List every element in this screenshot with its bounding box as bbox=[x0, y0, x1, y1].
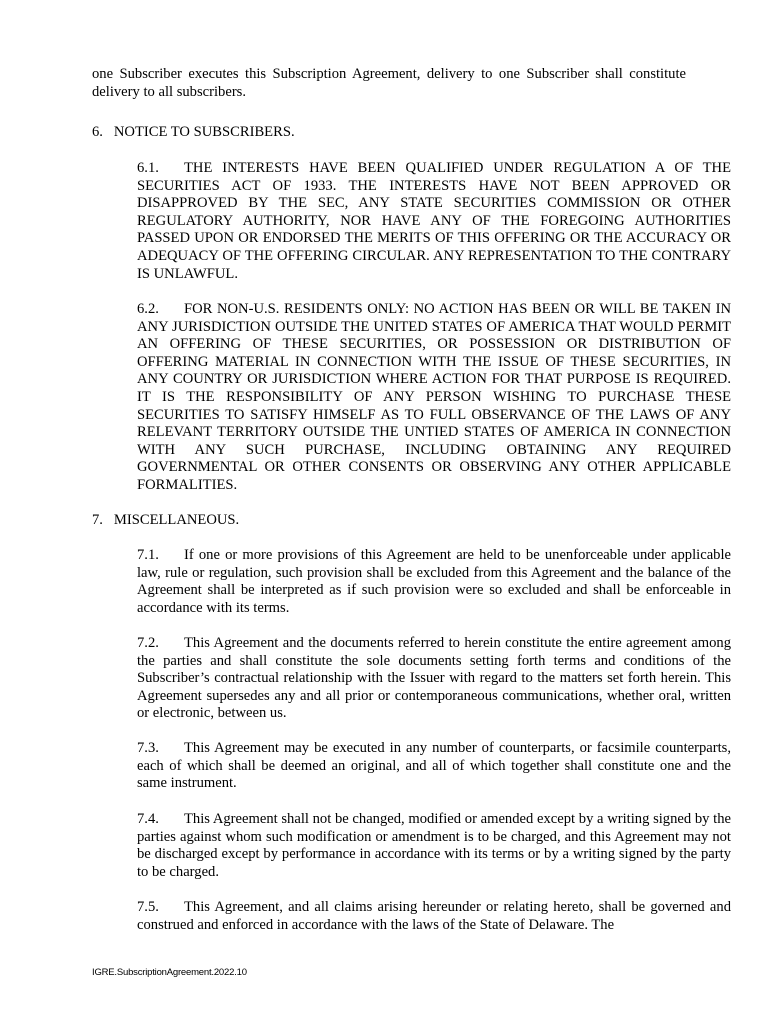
paragraph-7-3-number: 7.3. bbox=[137, 740, 159, 756]
paragraph-7-1 bbox=[92, 547, 731, 617]
paragraph-6-2 bbox=[92, 301, 731, 495]
paragraph-7-3-text: This Agreement may be executed in any number of counterparts, or facsimile counterparts, each of which shall be deemed an original, and all of which together shall constitute one and the same instrument. bbox=[137, 740, 731, 792]
paragraph-7-5-text: This Agreement, and all claims arising hereunder or relating hereto, shall be governed and construed and enforced in accordance with the laws of the State of Delaware. The bbox=[137, 899, 731, 933]
paragraph-7-4-text: This Agreement shall not be changed, modified or amended except by a writing signed by the parties against whom such modification or amendment is to be charged, and this Agreement may not be discharged except by performance in accordance with its terms or by a writing signed by the party to be charged. bbox=[137, 811, 731, 880]
paragraph-6-1-text: THE INTERESTS HAVE BEEN QUALIFIED UNDER REGULATION A OF THE SECURITIES ACT OF 1933. THE INTERESTS HAVE NOT BEEN APPROVED OR DISAPPROVED BY THE SEC, ANY STATE SECURITIES COMMISSION OR OTHER REGULATORY AUTHORITY, NOR HAVE ANY OF THE FOREGOING AUTHORITIES PASSED UPON OR ENDORSED THE MERITS OF THIS OFFERING OR THE ACCURACY OR ADEQUACY OF THE OFFERING CIRCULAR. ANY REPRESENTATION TO THE CONTRARY IS UNLAWFUL. bbox=[137, 160, 731, 282]
paragraph-7-5 bbox=[92, 899, 731, 934]
paragraph-6-2-number: 6.2. bbox=[137, 301, 159, 317]
paragraph-7-2 bbox=[92, 635, 731, 723]
paragraph-6-2-text: FOR NON-U.S. RESIDENTS ONLY: NO ACTION HAS BEEN OR WILL BE TAKEN IN ANY JURISDICTION OUTSIDE THE UNITED STATES OF AMERICA THAT WOULD PERMIT AN OFFERING OF THESE SECURITIES, OR POSSESSION OR DISTRIBUTION OF OFFERING MATERIAL IN CONNECTION WITH THE ISSUE OF THESE SECURITIES, IN ANY COUNTRY OR JURISDICTION WHERE ACTION FOR THAT PURPOSE IS REQUIRED. IT IS THE RESPONSIBILITY OF ANY PERSON WISHING TO PURCHASE THESE SECURITIES TO SATISFY HIMSELF AS TO FULL OBSERVANCE OF THE LAWS OF ANY RELEVANT TERRITORY OUTSIDE THE UNTIED STATES OF AMERICA IN CONNECTION WITH ANY SUCH PURCHASE, INCLUDING OBTAINING ANY REQUIRED GOVERNMENTAL OR OTHER CONSENTS OR OBSERVING ANY OTHER APPLICABLE FORMALITIES. bbox=[137, 301, 731, 493]
paragraph-7-1-text: If one or more provisions of this Agreement are held to be unenforceable under applicable law, rule or regulation, such provision shall be excluded from this Agreement and the balance of the Agreement shall be interpreted as if such provision were so excluded and shall be enforceable in accordance with its terms. bbox=[137, 547, 731, 616]
section-6-heading: 6. NOTICE TO SUBSCRIBERS. bbox=[92, 124, 295, 140]
paragraph-7-4 bbox=[92, 811, 731, 881]
paragraph-7-5-number: 7.5. bbox=[137, 899, 159, 915]
paragraph-6-1 bbox=[92, 160, 731, 283]
paragraph-6-1-number: 6.1. bbox=[137, 160, 159, 176]
paragraph-7-4-number: 7.4. bbox=[137, 811, 159, 827]
paragraph-7-3 bbox=[92, 740, 731, 793]
paragraph-7-2-text: This Agreement and the documents referred to herein constitute the entire agreement among the parties and shall constitute the sole documents setting forth terms and conditions of the Subscriber’s contractual relationship with the Issuer with regard to the matters set forth herein. This Agreement supersedes any and all prior or contemporaneous communications, whether oral, written or electronic, between us. bbox=[137, 635, 731, 722]
section-7-heading: 7. MISCELLANEOUS. bbox=[92, 512, 240, 528]
paragraph-7-2-number: 7.2. bbox=[137, 635, 159, 651]
paragraph-7-1-number: 7.1. bbox=[137, 547, 159, 563]
intro-paragraph: one Subscriber executes this Subscription Agreement, delivery to one Subscriber shall constitute delivery to all subscribers. bbox=[92, 66, 686, 100]
page-footer: IGRE.SubscriptionAgreement.2022.10 bbox=[92, 967, 247, 978]
